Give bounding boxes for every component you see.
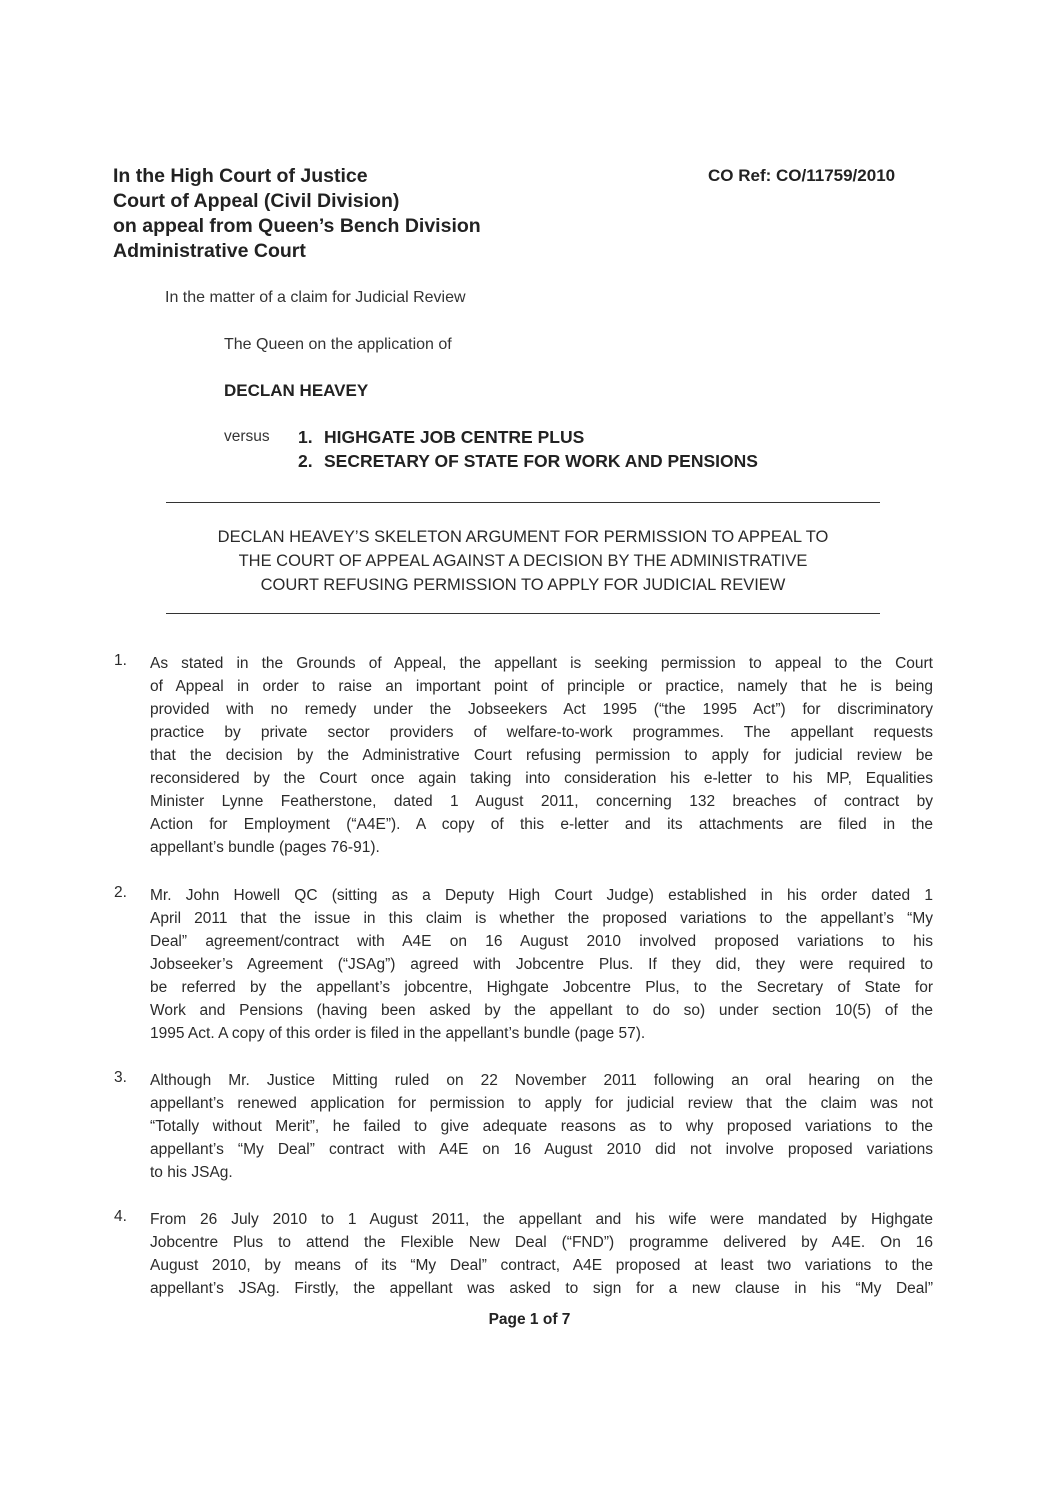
applicant-name: DECLAN HEAVEY: [224, 381, 369, 400]
respondent-item: [298, 425, 758, 449]
court-line: Administrative Court: [113, 240, 306, 262]
title-line: COURT REFUSING PERMISSION TO APPLY FOR JUDICIAL REVIEW: [260, 576, 786, 594]
paragraph-number: 1.: [114, 652, 127, 669]
paragraph-line: appellant’s “My Deal” contract with A4E on 16 August 2010 did not involve proposed variations: [150, 1141, 933, 1158]
court-heading: [113, 164, 481, 264]
paragraph-line: Although Mr. Justice Mitting ruled on 22 November 2011 following an oral hearing on the: [150, 1072, 933, 1089]
paragraph-line: of Appeal in order to raise an important point of principle or practice, namely that he is being: [150, 678, 933, 695]
paragraph-line: appellant’s bundle (pages 76-91).: [150, 839, 380, 856]
court-line: Court of Appeal (Civil Division): [113, 190, 400, 212]
title-rule-bottom: [166, 613, 880, 614]
paragraph-line: provided with no remedy under the Jobseekers Act 1995 (“the 1995 Act”) for discriminatory: [150, 701, 933, 718]
paragraph-line: be referred by the appellant’s jobcentre, Highgate Jobcentre Plus, to the Secretary of State for: [150, 979, 933, 996]
paragraph-number: 3.: [114, 1069, 127, 1086]
paragraph-line: that the decision by the Administrative Court refusing permission to apply for judicial review be: [150, 747, 933, 764]
paragraph-number: 2.: [114, 884, 127, 901]
court-line: on appeal from Queen’s Bench Division: [113, 215, 481, 237]
paragraph-line: Mr. John Howell QC (sitting as a Deputy High Court Judge) established in his order dated 1: [150, 887, 933, 904]
paragraph-line: appellant’s JSAg. Firstly, the appellant was asked to sign for a new clause in his “My Deal”: [150, 1280, 933, 1297]
paragraph-line: As stated in the Grounds of Appeal, the appellant is seeking permission to appeal to the Court: [150, 655, 933, 672]
paragraph-line: Action for Employment (“A4E”). A copy of this e-letter and its attachments are filed in the: [150, 816, 933, 833]
paragraph-line: Jobseeker’s Agreement (“JSAg”) agreed with Jobcentre Plus. If they did, they were required to: [150, 956, 933, 973]
versus-label: versus: [224, 428, 270, 445]
paragraph-line: Jobcentre Plus to attend the Flexible New Deal (“FND”) programme delivered by A4E. On 16: [150, 1234, 933, 1251]
paragraph-line: Deal” agreement/contract with A4E on 16 August 2010 involved proposed variations to his: [150, 933, 933, 950]
case-reference: CO Ref: CO/11759/2010: [708, 166, 896, 185]
document-title: [166, 525, 880, 597]
paragraph-line: reconsidered by the Court once again taking into consideration his e-letter to his MP, Equalities: [150, 770, 933, 787]
paragraph-line: practice by private sector providers of welfare-to-work programmes. The appellant requests: [150, 724, 933, 741]
matter-line: In the matter of a claim for Judicial Review: [165, 289, 466, 306]
paragraph-number: 4.: [114, 1208, 127, 1225]
paragraph-line: appellant’s renewed application for permission to apply for judicial review that the claim was not: [150, 1095, 933, 1112]
paragraph-line: 1995 Act. A copy of this order is filed in the appellant’s bundle (page 57).: [150, 1025, 646, 1042]
paragraph-line: August 2010, by means of its “My Deal” contract, A4E proposed at least two variations to the: [150, 1257, 933, 1274]
respondent-name: HIGHGATE JOB CENTRE PLUS: [324, 427, 585, 447]
respondent-list: [298, 425, 758, 473]
title-line: DECLAN HEAVEY’S SKELETON ARGUMENT FOR PERMISSION TO APPEAL TO: [217, 528, 829, 546]
paragraph-line: “Totally without Merit”, he failed to give adequate reasons as to why proposed variations to the: [150, 1118, 933, 1135]
paragraph-body: [150, 884, 933, 1045]
paragraph-line: Work and Pensions (having been asked by the appellant to do so) under section 10(5) of the: [150, 1002, 933, 1019]
title-rule-top: [166, 502, 880, 503]
paragraph-body: [150, 652, 933, 859]
court-line: In the High Court of Justice: [113, 165, 368, 187]
paragraph-line: April 2011 that the issue in this claim is whether the proposed variations to the appellant’s “My: [150, 910, 933, 927]
respondent-number: 2.: [298, 451, 313, 471]
queen-line: The Queen on the application of: [224, 336, 452, 353]
title-line: THE COURT OF APPEAL AGAINST A DECISION BY THE ADMINISTRATIVE: [238, 552, 808, 570]
respondent-item: [298, 449, 758, 473]
paragraph-line: From 26 July 2010 to 1 August 2011, the appellant and his wife were mandated by Highgate: [150, 1211, 933, 1228]
respondent-name: SECRETARY OF STATE FOR WORK AND PENSIONS: [324, 451, 758, 471]
paragraph-line: Minister Lynne Featherstone, dated 1 August 2011, concerning 132 breaches of contract by: [150, 793, 933, 810]
page-number: Page 1 of 7: [488, 1311, 571, 1328]
paragraph-body: [150, 1208, 933, 1300]
paragraph-line: to his JSAg.: [150, 1164, 233, 1181]
paragraph-body: [150, 1069, 933, 1184]
respondent-number: 1.: [298, 427, 313, 447]
